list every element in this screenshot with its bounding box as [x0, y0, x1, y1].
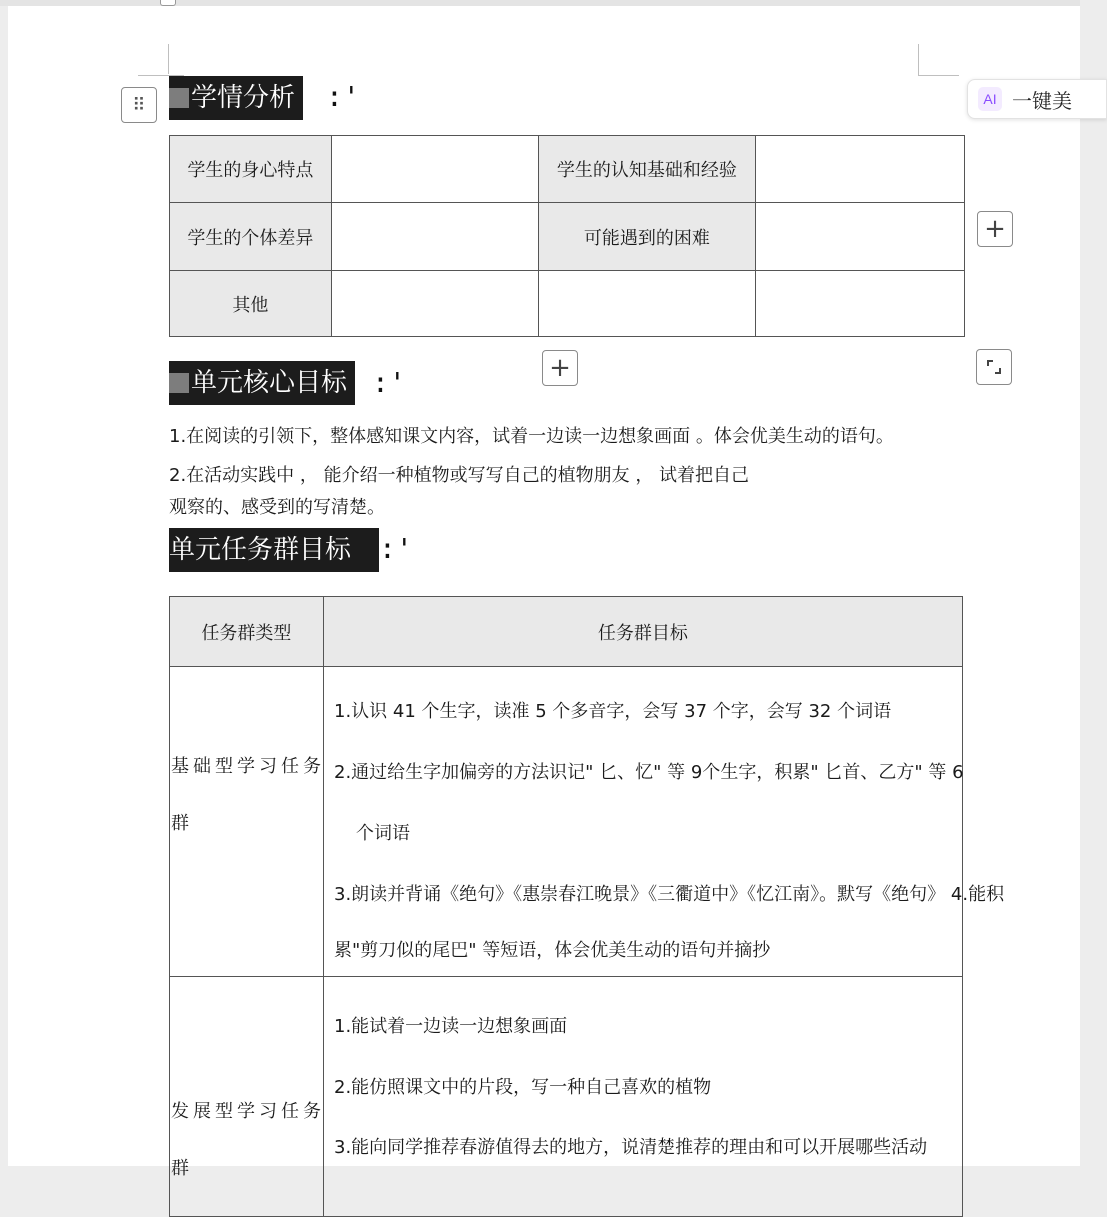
table-row [170, 203, 965, 271]
ai-icon: AI [978, 87, 1002, 111]
table-header-row [170, 597, 963, 667]
heading-suffix: :' [379, 532, 413, 565]
task-type-label [171, 738, 326, 852]
heading-unit-core-goals[interactable]: 单元核心目标 [169, 361, 355, 405]
resize-corner-icon [985, 358, 1003, 376]
crop-mark-top-left [168, 44, 187, 74]
task-goal-line[interactable]: 个词语 [356, 823, 410, 844]
ai-beautify-label: 一键美 [1012, 88, 1072, 113]
task-goal-line[interactable]: 累"剪刀似的尾巴" 等短语，体会优美生动的语句并摘抄 [334, 940, 771, 961]
task-goal-line[interactable]: 2.通过给生字加偏旁的方法识记" 匕、忆" 等 9个生字，积累" 匕首、乙方" 等 6 [334, 762, 964, 783]
table-cell[interactable] [538, 271, 756, 337]
table-cell[interactable]: 其他 [170, 271, 332, 337]
heading-unit-task-goals[interactable]: 单元任务群目标 [169, 528, 379, 572]
goal-paragraph[interactable]: 2.在活动实践中 ， 能介绍一种植物或写写自己的植物朋友 ， 试着把自己 [169, 465, 750, 486]
table-row [170, 271, 965, 337]
task-type-line: 发展型学习任务 [171, 1101, 325, 1122]
table-cell[interactable]: 学生的个体差异 [170, 203, 332, 271]
table-cell[interactable] [756, 203, 965, 271]
goal-paragraph[interactable]: 观察的、感受到的写清楚。 [169, 497, 385, 518]
table-cell[interactable] [756, 136, 965, 203]
plus-icon: + [549, 353, 571, 383]
goal-paragraph[interactable]: 1.在阅读的引领下，整体感知课文内容，试着一边读一边想象画面 。体会优美生动的语句。 [169, 426, 894, 447]
task-type-line: 群 [171, 813, 193, 834]
heading-suffix: :' [372, 366, 406, 399]
heading-marker [169, 373, 189, 393]
header-cell-goal[interactable]: 任务群目标 [323, 597, 962, 667]
add-row-button[interactable] [542, 350, 578, 386]
task-goal-line[interactable]: 3.朗读并背诵《绝句》《惠崇春江晚景》《三衢道中》《忆江南》。默写《绝句》 4.能积 [334, 884, 1005, 905]
document-page [8, 6, 1080, 1179]
task-type-line: 基础型学习任务 [171, 756, 325, 777]
ai-beautify-button[interactable] [967, 79, 1107, 119]
table-cell[interactable]: 学生的身心特点 [170, 136, 332, 203]
heading-suffix: :' [326, 80, 360, 113]
table-cell[interactable] [331, 136, 538, 203]
heading-learning-analysis[interactable]: 学情分析 [169, 76, 303, 120]
header-cell-type[interactable]: 任务群类型 [170, 597, 324, 667]
block-drag-handle[interactable] [121, 87, 157, 123]
crop-mark-top-right [918, 44, 959, 76]
drag-grip-icon: ⠿ [132, 94, 146, 116]
table-cell[interactable]: 学生的认知基础和经验 [538, 136, 756, 203]
heading-marker [169, 88, 189, 108]
learning-analysis-table [169, 135, 965, 337]
table-cell[interactable] [331, 271, 538, 337]
task-goal-line[interactable]: 2.能仿照课文中的片段，写一种自己喜欢的植物 [334, 1077, 712, 1098]
add-column-button[interactable] [977, 211, 1013, 247]
table-resize-button[interactable] [976, 349, 1012, 385]
table-cell[interactable] [331, 203, 538, 271]
table-cell[interactable]: 可能遇到的困难 [538, 203, 756, 271]
task-type-line: 群 [171, 1158, 193, 1179]
task-goal-line[interactable]: 3.能向同学推荐春游值得去的地方，说清楚推荐的理由和可以开展哪些活动 [334, 1137, 928, 1158]
plus-icon: + [984, 214, 1006, 244]
task-goal-line[interactable]: 1.认识 41 个生字，读准 5 个多音字，会写 37 个字，会写 32 个词语 [334, 701, 892, 722]
task-type-label [171, 1083, 326, 1197]
table-cell[interactable] [756, 271, 965, 337]
task-goal-line[interactable]: 1.能试着一边读一边想象画面 [334, 1016, 568, 1037]
table-row [170, 136, 965, 203]
